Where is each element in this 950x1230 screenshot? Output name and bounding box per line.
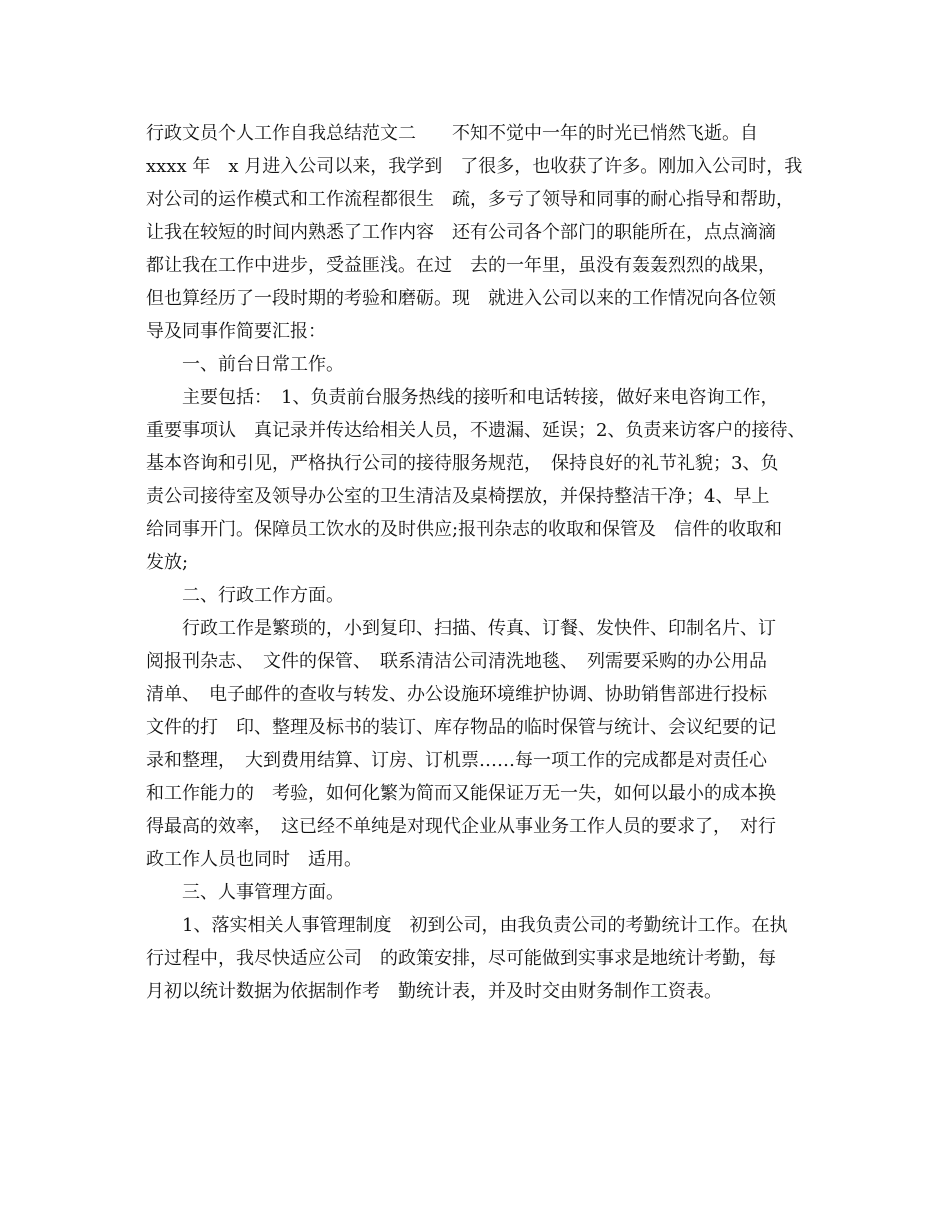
text-line: 1、落实相关人事管理制度 初到公司，由我负责公司的考勤统计工作。在执: [146, 915, 788, 936]
text-line: 都让我在工作中进步，受益匪浅。在过 去的一年里，虽没有轰轰烈烈的战果，: [146, 255, 776, 276]
text-line: 导及同事作简要汇报：: [146, 321, 326, 342]
text-line: 和工作能力的 考验，如何化繁为简而又能保证万无一失，如何以最小的成本换: [146, 783, 776, 804]
text-line: 阅报刊杂志、 文件的保管、 联系清洁公司清洗地毯、 列需要采购的办公用品: [146, 651, 767, 672]
text-line: 得最高的效率， 这已经不单纯是对现代企业从事业务工作人员的要求了， 对行: [146, 816, 776, 837]
section-heading: 三、人事管理方面。: [146, 882, 344, 903]
text-line: 清单、 电子邮件的查收与转发、办公设施环境维护协调、协助销售部进行投标: [146, 684, 767, 705]
text-line: 责公司接待室及领导办公室的卫生清洁及桌椅摆放，并保持整洁干净；4、早上: [146, 486, 770, 507]
text-line: 重要事项认 真记录并传达给相关人员，不遗漏、延误；2、负责来访客户的接待、: [146, 420, 806, 441]
text-line: 政工作人员也同时 适用。: [146, 849, 362, 870]
text-line: 录和整理， 大到费用结算、订房、订机票……每一项工作的完成都是对责任心: [146, 750, 767, 771]
text-line: 但也算经历了一段时期的考验和磨砺。现 就进入公司以来的工作情况向各位领: [146, 288, 776, 309]
text-line: 行政工作是繁琐的，小到复印、扫描、传真、订餐、发快件、印制名片、订: [146, 618, 776, 639]
text-line: 基本咨询和引见，严格执行公司的接待服务规范， 保持良好的礼节礼貌；3、负: [146, 453, 779, 474]
text-line: 主要包括： 1、负责前台服务热线的接听和电话转接，做好来电咨询工作，: [146, 387, 779, 408]
document-body: [146, 117, 826, 1008]
text-line: 文件的打 印、整理及标书的装订、库存物品的临时保管与统计、会议纪要的记: [146, 717, 776, 738]
text-line: 行过程中，我尽快适应公司 的政策安排，尽可能做到实事求是地统计考勤，每: [146, 948, 776, 969]
text-line: 让我在较短的时间内熟悉了工作内容 还有公司各个部门的职能所在，点点滴滴: [146, 222, 776, 243]
text-line: xxxx 年 x 月进入公司以来，我学到 了很多，也收获了许多。刚加入公司时，我: [146, 156, 803, 177]
text-line: 给同事开门。保障员工饮水的及时供应;报刊杂志的收取和保管及 信件的收取和: [146, 519, 783, 540]
text-line: 行政文员个人工作自我总结范文二 不知不觉中一年的时光已悄然飞逝。自: [146, 123, 758, 144]
text-line: 对公司的运作模式和工作流程都很生 疏，多亏了领导和同事的耐心指导和帮助，: [146, 189, 794, 210]
section-heading: 一、前台日常工作。: [146, 354, 344, 375]
text-line: 月初以统计数据为依据制作考 勤统计表，并及时交由财务制作工资表。: [146, 981, 722, 1002]
text-line: 发放;: [146, 552, 189, 573]
section-heading: 二、行政工作方面。: [146, 585, 344, 606]
